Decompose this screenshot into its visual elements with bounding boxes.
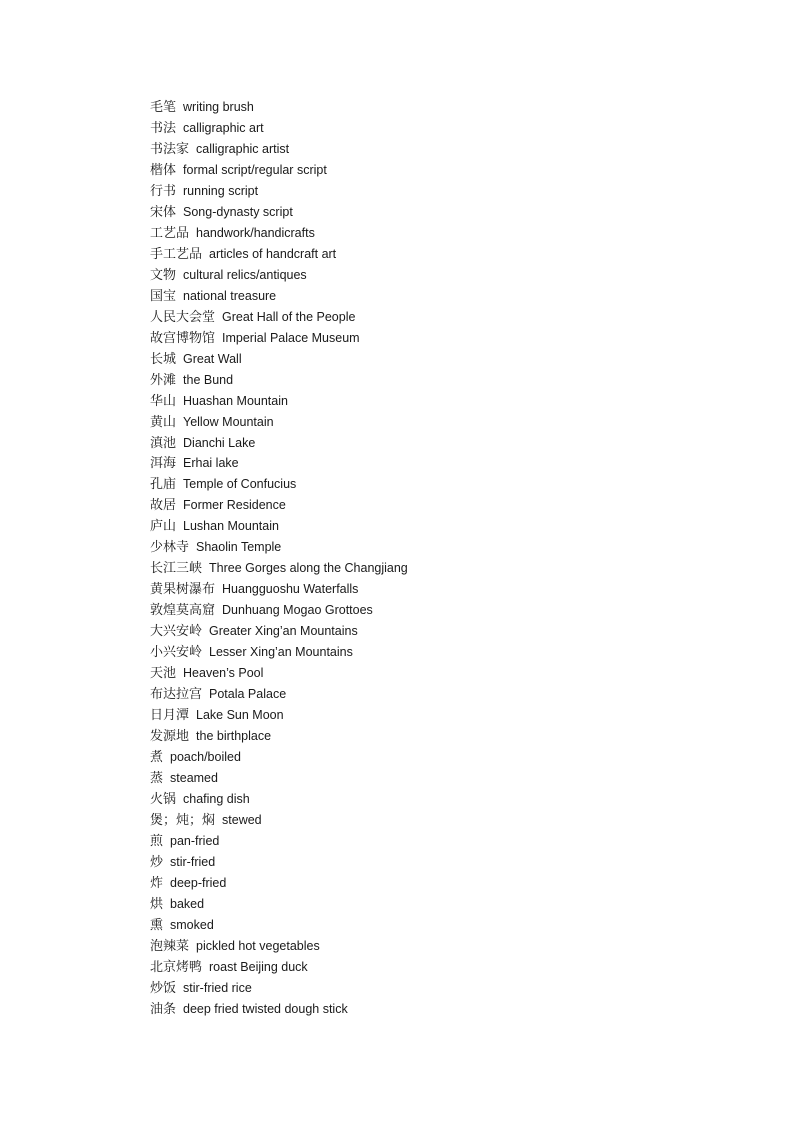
glossary-entry	[150, 600, 408, 621]
glossary-entry	[150, 202, 408, 223]
chinese-term: 炒饭	[150, 980, 177, 996]
chinese-term: 煎	[150, 833, 164, 849]
chinese-term: 蒸	[150, 771, 164, 786]
chinese-term: 行书	[150, 183, 177, 199]
english-translation: steamed	[170, 771, 218, 785]
chinese-term: 泡辣菜	[150, 938, 190, 954]
english-translation: Heaven’s Pool	[183, 666, 264, 681]
glossary-entry	[150, 265, 408, 286]
glossary-entry	[150, 160, 408, 181]
glossary-entry	[150, 474, 408, 495]
glossary-entry	[150, 810, 408, 831]
english-translation: national treasure	[183, 288, 277, 303]
glossary-entry	[150, 873, 408, 894]
glossary-entry	[150, 684, 408, 705]
chinese-term: 少林寺	[150, 540, 190, 556]
chinese-term: 大兴安岭	[150, 624, 203, 640]
chinese-term: 宋体	[150, 204, 177, 220]
english-translation: Former Residence	[183, 498, 286, 513]
glossary-entry	[150, 412, 408, 433]
chinese-term: 楷体	[150, 162, 177, 178]
english-translation: writing brush	[183, 100, 254, 114]
english-translation: pan-fried	[170, 833, 220, 848]
glossary-entry	[150, 495, 408, 516]
glossary-entry	[150, 831, 408, 852]
chinese-term: 油条	[150, 1001, 177, 1017]
glossary-entry	[150, 747, 408, 768]
chinese-term: 外滩	[150, 372, 177, 388]
glossary-entry	[150, 663, 408, 684]
english-translation: Great Wall	[183, 351, 242, 366]
english-translation: Potala Palace	[209, 687, 287, 702]
english-translation: baked	[170, 896, 205, 911]
glossary-entry	[150, 328, 408, 349]
english-translation: pickled hot vegetables	[196, 938, 320, 953]
chinese-term: 国宝	[150, 288, 177, 304]
glossary-entry	[150, 789, 408, 810]
english-translation: deep fried twisted dough stick	[183, 1001, 348, 1016]
glossary-entry	[150, 957, 408, 978]
chinese-term: 黄果树瀑布	[150, 582, 216, 598]
english-translation: the birthplace	[196, 729, 272, 744]
chinese-term: 人民大会堂	[150, 309, 216, 325]
english-translation: Greater Xing’an Mountains	[209, 624, 358, 639]
chinese-term: 长江三峡	[150, 561, 203, 577]
chinese-term: 工艺品	[150, 225, 190, 241]
chinese-term: 炸	[150, 875, 164, 891]
english-translation: stewed	[222, 812, 262, 827]
glossary-entry	[150, 558, 408, 579]
glossary-entry	[150, 139, 408, 160]
glossary-entry	[150, 453, 408, 474]
english-translation: Lake Sun Moon	[196, 708, 284, 723]
glossary-entry	[150, 978, 408, 999]
chinese-term: 北京烤鸭	[150, 959, 203, 975]
chinese-term: 手工艺品	[150, 246, 203, 262]
glossary-entry	[150, 391, 408, 412]
glossary-entry	[150, 286, 408, 307]
glossary-entry	[150, 97, 408, 118]
chinese-term: 庐山	[150, 519, 177, 535]
chinese-term: 日月潭	[150, 708, 190, 724]
english-translation: Huangguoshu Waterfalls	[222, 582, 359, 597]
chinese-term: 熏	[150, 917, 164, 933]
english-translation: calligraphic artist	[196, 141, 290, 156]
glossary-entry	[150, 433, 408, 454]
chinese-term: 书法	[150, 120, 177, 136]
chinese-term: 滇池	[150, 435, 177, 451]
english-translation: deep-fried	[170, 875, 227, 890]
english-translation: smoked	[170, 917, 214, 932]
english-translation: Erhai lake	[183, 456, 239, 471]
glossary-entry	[150, 579, 408, 600]
english-translation: Temple of Confucius	[183, 477, 297, 492]
english-translation: formal script/regular script	[183, 162, 327, 177]
chinese-term: 天池	[150, 666, 177, 682]
chinese-term: 毛笔	[150, 100, 177, 115]
english-translation: stir-fried rice	[183, 980, 252, 995]
chinese-term: 故宫博物馆	[150, 330, 216, 346]
chinese-term: 炒	[150, 854, 164, 870]
glossary-entry	[150, 181, 408, 202]
glossary-entry	[150, 244, 408, 265]
chinese-term: 故居	[150, 498, 177, 514]
english-translation: cultural relics/antiques	[183, 267, 307, 282]
chinese-term: 长城	[150, 351, 177, 367]
english-translation: Imperial Palace Museum	[222, 330, 360, 345]
glossary-entry	[150, 642, 408, 663]
chinese-term: 烘	[150, 896, 164, 912]
glossary-entry	[150, 852, 408, 873]
glossary-entry	[150, 705, 408, 726]
english-translation: handwork/handicrafts	[196, 225, 315, 240]
english-translation: Huashan Mountain	[183, 393, 288, 408]
english-translation: Dunhuang Mogao Grottoes	[222, 603, 373, 618]
glossary-entry	[150, 768, 408, 789]
glossary-entry	[150, 537, 408, 558]
chinese-term: 布达拉宫	[150, 687, 203, 703]
english-translation: Three Gorges along the Changjiang	[209, 561, 408, 576]
english-translation: roast Beijing duck	[209, 959, 308, 974]
chinese-term: 洱海	[150, 456, 177, 472]
chinese-term: 火锅	[150, 791, 177, 807]
english-translation: poach/boiled	[170, 750, 241, 765]
glossary-entry	[150, 621, 408, 642]
glossary-entry	[150, 349, 408, 370]
english-translation: Great Hall of the People	[222, 309, 356, 324]
glossary-entry	[150, 370, 408, 391]
glossary-entry	[150, 516, 408, 537]
chinese-term: 发源地	[150, 729, 190, 745]
english-translation: calligraphic art	[183, 120, 264, 135]
english-translation: Song-dynasty script	[183, 204, 293, 219]
chinese-term: 华山	[150, 393, 177, 409]
glossary-entry	[150, 726, 408, 747]
english-translation: Dianchi Lake	[183, 435, 256, 450]
chinese-term: 敦煌莫高窟	[150, 603, 216, 619]
glossary-entry	[150, 223, 408, 244]
chinese-term: 煮	[150, 750, 164, 766]
english-translation: Shaolin Temple	[196, 540, 282, 555]
glossary-entry	[150, 118, 408, 139]
english-translation: Lushan Mountain	[183, 519, 279, 534]
english-translation: Lesser Xing’an Mountains	[209, 645, 353, 660]
chinese-term: 煲；炖；焖	[150, 812, 216, 828]
glossary-entry	[150, 894, 408, 915]
glossary-list	[150, 97, 408, 1020]
english-translation: articles of handcraft art	[209, 246, 337, 261]
chinese-term: 文物	[150, 267, 177, 283]
chinese-term: 孔庙	[150, 477, 177, 493]
english-translation: running script	[183, 183, 259, 198]
chinese-term: 黄山	[150, 414, 177, 430]
english-translation: chafing dish	[183, 791, 250, 806]
english-translation: stir-fried	[170, 854, 216, 869]
glossary-entry	[150, 307, 408, 328]
chinese-term: 小兴安岭	[150, 645, 203, 661]
glossary-entry	[150, 915, 408, 936]
english-translation: Yellow Mountain	[183, 414, 274, 429]
english-translation: the Bund	[183, 372, 234, 387]
chinese-term: 书法家	[150, 141, 190, 157]
glossary-entry	[150, 999, 408, 1020]
glossary-entry	[150, 936, 408, 957]
